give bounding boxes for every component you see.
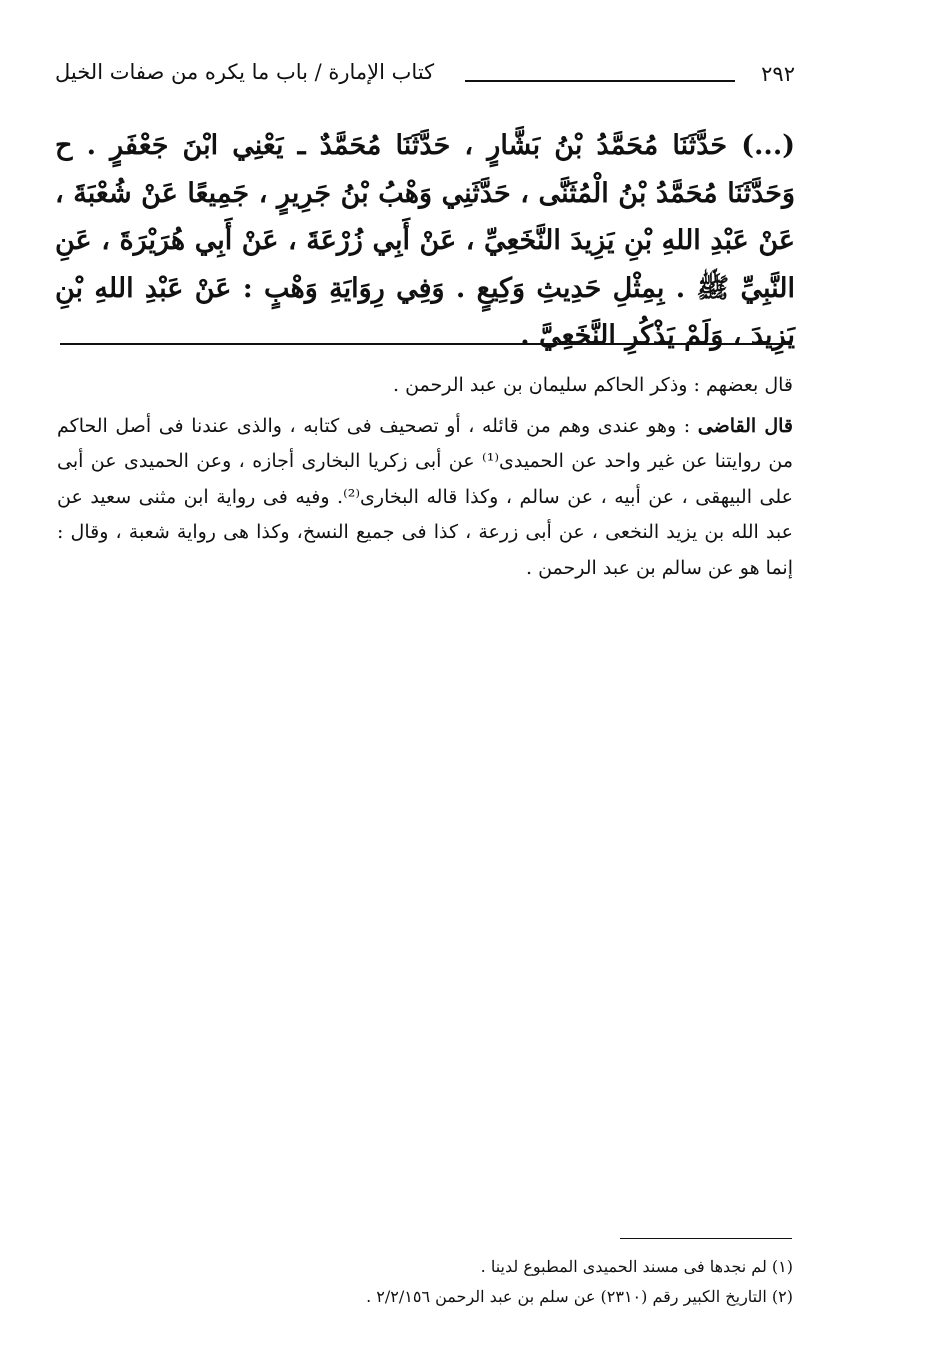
- commentary-paragraph-2-text: : وهو عندى وهم من قائله ، أو تصحيف فى كتابه ، والذى عندنا فى أصل الحاكم من روايتنا عن غير واحد عن الحميدى⁽¹⁾ عن أبى زكريا البخارى أجازه ، وعن الحميدى عن أبى على البيهقى ، عن أبيه ، عن سالم ، وكذا قاله البخارى⁽²⁾. وفيه فى رواية ابن مثنى سعيد عن عبد الله بن يزيد النخعى ، عن أبى زرعة ، كذا فى جميع النسخ، وكذا هى رواية شعبة ، وقال : إنما هو عن سالم بن عبد الرحمن .: [57, 414, 793, 579]
- hadith-text: (...) حَدَّثَنَا مُحَمَّدُ بْنُ بَشَّارٍ ، حَدَّثَنَا مُحَمَّدٌ ـ يَعْنِي ابْنَ جَعْفَرٍ . ح وَحَدَّثَنَا مُحَمَّدُ بْنُ الْمُثَنَّى ، حَدَّثَنِي وَهْبُ بْنُ جَرِيرٍ ، جَمِيعًا عَنْ شُعْبَةَ ، عَنْ عَبْدِ اللهِ بْنِ يَزِيدَ النَّخَعِيِّ ، عَنْ أَبِي زُرْعَةَ ، عَنْ أَبِي هُرَيْرَةَ ، عَنِ النَّبِيِّ ﷺ . بِمِثْلِ حَدِيثِ وَكِيعٍ . وَفِي رِوَايَةِ وَهْبٍ : عَنْ عَبْدِ اللهِ بْنِ يَزِيدَ ، وَلَمْ يَذْكُرِ النَّخَعِيَّ .: [55, 130, 795, 351]
- header-rule: [465, 80, 735, 82]
- commentary-paragraph-1: قال بعضهم : وذكر الحاكم سليمان بن عبد الرحمن .: [393, 374, 793, 396]
- commentary-paragraph-2: [57, 409, 793, 587]
- page-number: ٢٩٢: [761, 62, 795, 86]
- footnote-1: (١) لم نجدها فى مسند الحميدى المطبوع لدينا .: [480, 1257, 793, 1276]
- running-title: كتاب الإمارة / باب ما يكره من صفات الخيل: [55, 60, 435, 84]
- footnotes: [57, 1252, 793, 1312]
- page-header: [55, 58, 795, 98]
- speaker-label: قال القاضى: [697, 414, 793, 437]
- section-divider: [60, 343, 792, 345]
- commentary: [57, 368, 793, 586]
- footnote-rule: [620, 1238, 792, 1239]
- footnote-2: (٢) التاريخ الكبير رقم (٢٣١٠) عن سلم بن عبد الرحمن ٢/٢/١٥٦ .: [366, 1287, 793, 1306]
